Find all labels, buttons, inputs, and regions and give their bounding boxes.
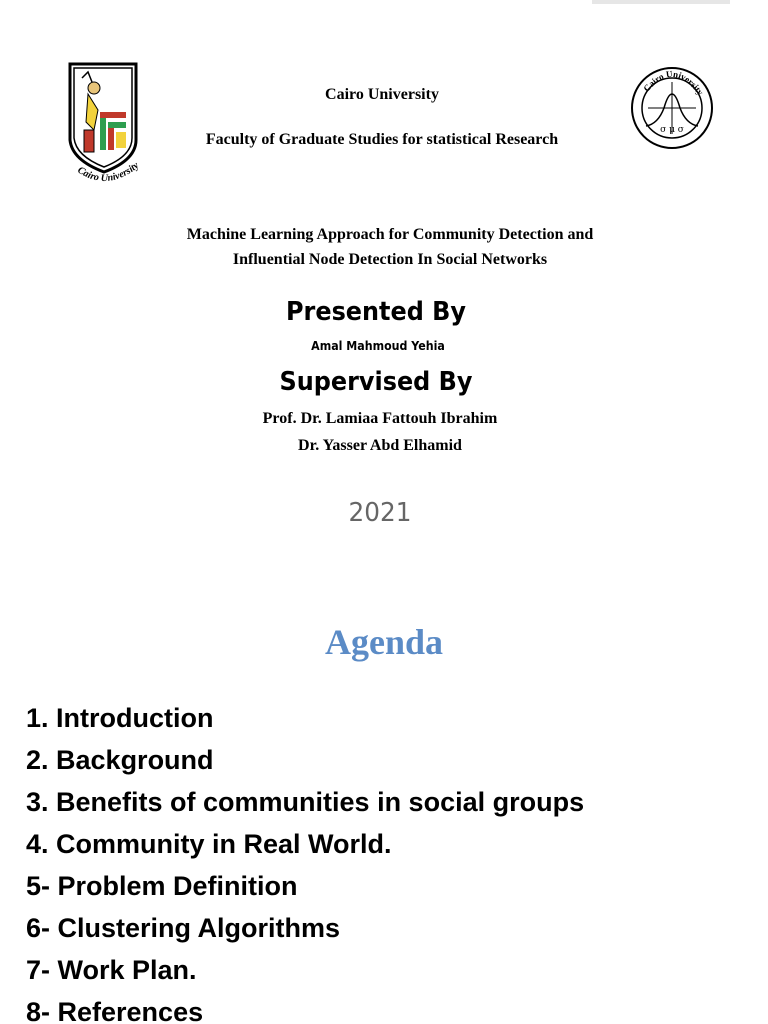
agenda-item-background: 2. Background: [26, 745, 214, 775]
agenda-title: Agenda: [324, 622, 444, 662]
thesis-title-line2: Influential Node Detection In Social Networks: [232, 251, 548, 268]
agenda-item-problem-definition: 5- Problem Definition: [26, 871, 298, 901]
left-logo-caption: Cairo University: [75, 160, 142, 185]
agenda-item-clustering-algorithms: 6- Clustering Algorithms: [26, 913, 341, 943]
supervisor-name: Prof. Dr. Lamiaa Fattouh Ibrahim: [262, 410, 498, 427]
university-name: Cairo University: [325, 86, 439, 103]
agenda-item-work-plan: 7- Work Plan.: [26, 955, 197, 985]
year-label: 2021: [348, 498, 412, 528]
agenda-item-benefits: 3. Benefits of communities in social groups: [26, 787, 585, 817]
supervised-by-heading: Supervised By: [279, 367, 473, 397]
presented-by-heading: Presented By: [286, 297, 466, 327]
scrollbar-thumb[interactable]: [592, 0, 730, 4]
thesis-title: [120, 222, 660, 272]
supervisor-name: Dr. Yasser Abd Elhamid: [298, 437, 462, 454]
agenda-list: [26, 700, 746, 1024]
right-logo-caption: Cairo University: [641, 68, 706, 97]
presenter-name: Amal Mahmoud Yehia: [311, 339, 445, 353]
agenda-item-community-real-world: 4. Community in Real World.: [26, 829, 392, 859]
cairo-university-seal-icon: [64, 60, 144, 195]
right-logo-symbols: σ μ σ: [660, 125, 684, 135]
faculty-name: Faculty of Graduate Studies for statistical Research: [205, 131, 559, 148]
agenda-item-references: 8- References: [26, 997, 204, 1024]
thesis-title-line1: Machine Learning Approach for Community Detection and: [186, 226, 594, 243]
faculty-statistics-seal-icon: [628, 46, 716, 170]
agenda-item-introduction: 1. Introduction: [26, 703, 214, 733]
